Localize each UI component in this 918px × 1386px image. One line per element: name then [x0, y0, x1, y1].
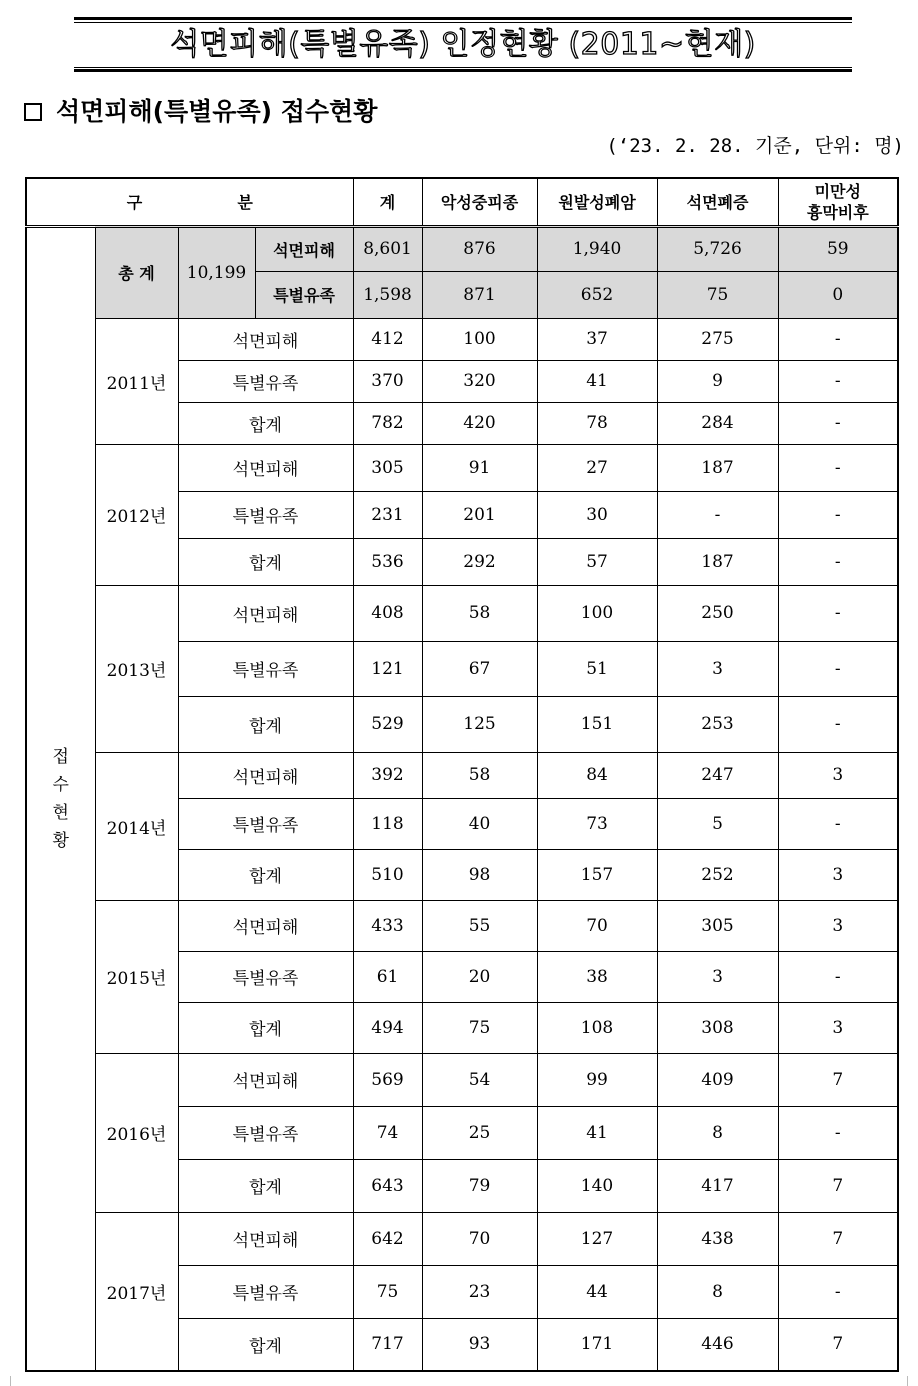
value-cell: 37 [537, 318, 657, 360]
grand-total-cell: 75 [657, 271, 778, 318]
row-label: 특별유족 [178, 951, 353, 1002]
value-cell: - [778, 641, 898, 696]
value-cell: 74 [353, 1106, 422, 1159]
value-cell: 252 [657, 849, 778, 900]
value-cell: 8 [657, 1106, 778, 1159]
page-corner-mark [0, 1376, 11, 1386]
value-cell: 433 [353, 900, 422, 951]
row-label: 석면피해 [178, 752, 353, 798]
value-cell: 99 [537, 1053, 657, 1106]
value-cell: 3 [657, 951, 778, 1002]
value-cell: 3 [778, 752, 898, 798]
header-pleural-line1: 미만성 [814, 181, 861, 201]
header-gubun-left: 구 [126, 193, 143, 213]
value-cell: 412 [353, 318, 422, 360]
header-mesothelioma: 악성중피종 [422, 178, 537, 226]
value-cell: - [778, 538, 898, 585]
value-cell: - [657, 491, 778, 538]
header-pleural-thickening [778, 178, 898, 226]
value-cell: 67 [422, 641, 537, 696]
year-cell: 2015년 [95, 900, 178, 1053]
value-cell: 643 [353, 1159, 422, 1212]
value-cell: 408 [353, 585, 422, 641]
value-cell: 247 [657, 752, 778, 798]
value-cell: - [778, 1106, 898, 1159]
value-cell: 118 [353, 798, 422, 849]
year-cell: 2016년 [95, 1053, 178, 1212]
value-cell: - [778, 318, 898, 360]
value-cell: 100 [537, 585, 657, 641]
value-cell: 44 [537, 1265, 657, 1318]
value-cell: 438 [657, 1212, 778, 1265]
row-label: 석면피해 [178, 900, 353, 951]
grand-total-row-label: 특별유족 [255, 271, 353, 318]
row-label: 특별유족 [178, 641, 353, 696]
subtotal-label: 합계 [178, 1002, 353, 1053]
value-cell: 121 [353, 641, 422, 696]
value-cell: 61 [353, 951, 422, 1002]
value-cell: 157 [537, 849, 657, 900]
header-pleural-line2: 흉막비후 [806, 202, 869, 222]
value-cell: 7 [778, 1159, 898, 1212]
value-cell: 91 [422, 444, 537, 491]
value-cell: 3 [778, 849, 898, 900]
row-label: 특별유족 [178, 491, 353, 538]
value-cell: - [778, 951, 898, 1002]
section-heading [24, 94, 377, 130]
row-label: 석면피해 [178, 1053, 353, 1106]
value-cell: 392 [353, 752, 422, 798]
subtotal-label: 합계 [178, 696, 353, 752]
value-cell: 417 [657, 1159, 778, 1212]
value-cell: 41 [537, 1106, 657, 1159]
value-cell: 275 [657, 318, 778, 360]
row-label: 석면피해 [178, 585, 353, 641]
grand-total-cell: 871 [422, 271, 537, 318]
value-cell: 125 [422, 696, 537, 752]
subtotal-label: 합계 [178, 538, 353, 585]
value-cell: - [778, 360, 898, 402]
year-cell: 2014년 [95, 752, 178, 900]
title-rule-top-thick [74, 17, 852, 20]
value-cell: 446 [657, 1318, 778, 1371]
grand-total-label: 총 계 [95, 226, 178, 318]
year-cell: 2012년 [95, 444, 178, 585]
value-cell: 98 [422, 849, 537, 900]
value-cell: 7 [778, 1053, 898, 1106]
value-cell: 3 [657, 641, 778, 696]
value-cell: 78 [537, 402, 657, 444]
page-title: 석면피해(특별유족) 인정현황 (2011~현재) [170, 27, 756, 62]
value-cell: 100 [422, 318, 537, 360]
value-cell: 27 [537, 444, 657, 491]
value-cell: 3 [778, 1002, 898, 1053]
value-cell: 93 [422, 1318, 537, 1371]
value-cell: 8 [657, 1265, 778, 1318]
table-row [26, 585, 898, 641]
value-cell: - [778, 491, 898, 538]
year-cell: 2013년 [95, 585, 178, 752]
header-asbestosis: 석면폐증 [657, 178, 778, 226]
grand-total-cell: 8,601 [353, 226, 422, 271]
value-cell: 25 [422, 1106, 537, 1159]
value-cell: 320 [422, 360, 537, 402]
value-cell: 151 [537, 696, 657, 752]
value-cell: 420 [422, 402, 537, 444]
grand-total-row-label: 석면피해 [255, 226, 353, 271]
value-cell: 253 [657, 696, 778, 752]
year-cell: 2011년 [95, 318, 178, 444]
value-cell: 84 [537, 752, 657, 798]
grand-total-cell: 1,940 [537, 226, 657, 271]
value-cell: - [778, 696, 898, 752]
value-cell: 308 [657, 1002, 778, 1053]
value-cell: 284 [657, 402, 778, 444]
row-label: 석면피해 [178, 1212, 353, 1265]
value-cell: 20 [422, 951, 537, 1002]
grand-total-cell: 5,726 [657, 226, 778, 271]
value-cell: 642 [353, 1212, 422, 1265]
value-cell: 54 [422, 1053, 537, 1106]
value-cell: 231 [353, 491, 422, 538]
row-label: 석면피해 [178, 318, 353, 360]
value-cell: 782 [353, 402, 422, 444]
table-row [26, 1212, 898, 1265]
checkbox-square-icon [24, 103, 42, 121]
header-total: 계 [353, 178, 422, 226]
grand-total-cell: 876 [422, 226, 537, 271]
value-cell: 187 [657, 444, 778, 491]
value-cell: 9 [657, 360, 778, 402]
value-cell: 569 [353, 1053, 422, 1106]
subtotal-label: 합계 [178, 1318, 353, 1371]
value-cell: - [778, 1265, 898, 1318]
value-cell: 38 [537, 951, 657, 1002]
grand-total-cell: 652 [537, 271, 657, 318]
value-cell: 5 [657, 798, 778, 849]
value-cell: 510 [353, 849, 422, 900]
value-cell: 292 [422, 538, 537, 585]
value-cell: 494 [353, 1002, 422, 1053]
table-row [26, 318, 898, 360]
value-cell: 7 [778, 1318, 898, 1371]
value-cell: 23 [422, 1265, 537, 1318]
table-row [26, 900, 898, 951]
table-row [26, 444, 898, 491]
row-label: 특별유족 [178, 798, 353, 849]
value-cell: 55 [422, 900, 537, 951]
value-cell: - [778, 585, 898, 641]
value-cell: 30 [537, 491, 657, 538]
grand-total-cell: 1,598 [353, 271, 422, 318]
grand-total-cell: 0 [778, 271, 898, 318]
row-label: 석면피해 [178, 444, 353, 491]
value-cell: 529 [353, 696, 422, 752]
value-cell: 79 [422, 1159, 537, 1212]
value-cell: - [778, 402, 898, 444]
reference-note: (‘23. 2. 28. 기준, 단위: 명) [606, 135, 904, 157]
page-corner-mark [907, 1376, 918, 1386]
side-label-cell [26, 226, 95, 1371]
value-cell: 70 [422, 1212, 537, 1265]
header-gubun [26, 178, 353, 226]
value-cell: 717 [353, 1318, 422, 1371]
value-cell: 58 [422, 585, 537, 641]
value-cell: 40 [422, 798, 537, 849]
table-row [26, 752, 898, 798]
value-cell: 51 [537, 641, 657, 696]
section-title: 석면피해(특별유족) 접수현황 [56, 97, 378, 126]
title-rule-bottom-thin [74, 67, 852, 68]
row-label: 특별유족 [178, 1106, 353, 1159]
reception-status-table [25, 177, 899, 1372]
value-cell: 370 [353, 360, 422, 402]
value-cell: 140 [537, 1159, 657, 1212]
value-cell: 7 [778, 1212, 898, 1265]
value-cell: 58 [422, 752, 537, 798]
subtotal-label: 합계 [178, 849, 353, 900]
row-label: 특별유족 [178, 1265, 353, 1318]
value-cell: 305 [353, 444, 422, 491]
title-rule-bottom-thick [74, 69, 852, 72]
value-cell: - [778, 798, 898, 849]
value-cell: 305 [657, 900, 778, 951]
value-cell: 3 [778, 900, 898, 951]
row-label: 특별유족 [178, 360, 353, 402]
value-cell: 41 [537, 360, 657, 402]
value-cell: 70 [537, 900, 657, 951]
year-cell: 2017년 [95, 1212, 178, 1371]
grand-total-value: 10,199 [178, 226, 255, 318]
value-cell: - [778, 444, 898, 491]
value-cell: 201 [422, 491, 537, 538]
side-label: 접 수 현 황 [52, 746, 69, 851]
table-row [26, 1053, 898, 1106]
header-gubun-right: 분 [237, 193, 253, 213]
value-cell: 250 [657, 585, 778, 641]
value-cell: 73 [537, 798, 657, 849]
value-cell: 57 [537, 538, 657, 585]
value-cell: 108 [537, 1002, 657, 1053]
value-cell: 127 [537, 1212, 657, 1265]
grand-total-cell: 59 [778, 226, 898, 271]
header-lung-cancer: 원발성폐암 [537, 178, 657, 226]
subtotal-label: 합계 [178, 402, 353, 444]
value-cell: 171 [537, 1318, 657, 1371]
value-cell: 187 [657, 538, 778, 585]
value-cell: 409 [657, 1053, 778, 1106]
subtotal-label: 합계 [178, 1159, 353, 1212]
value-cell: 536 [353, 538, 422, 585]
value-cell: 75 [422, 1002, 537, 1053]
value-cell: 75 [353, 1265, 422, 1318]
